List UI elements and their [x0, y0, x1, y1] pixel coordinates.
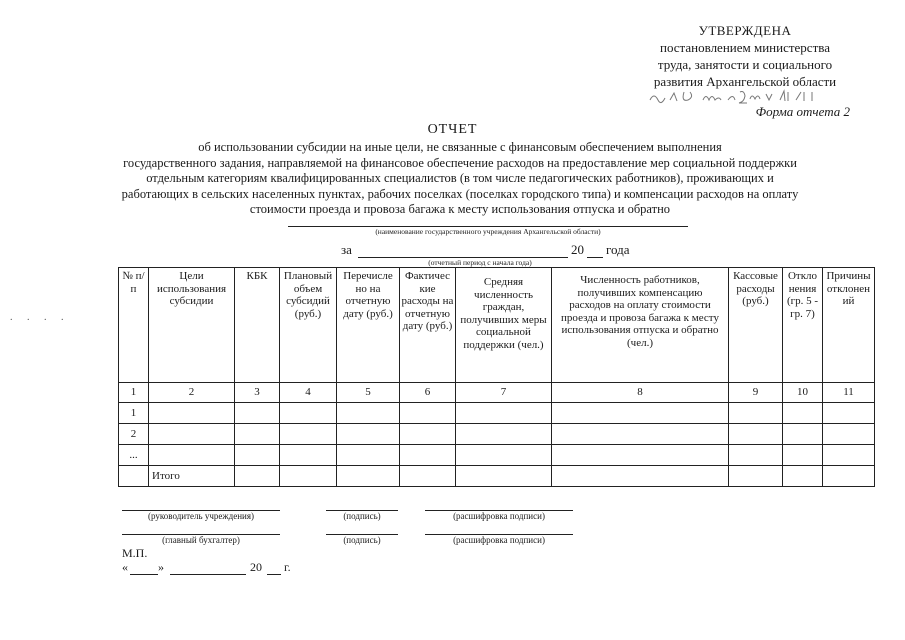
header-cell: Откло нения (гр. 5 - гр. 7)	[783, 268, 823, 383]
decoding-caption: (расшифровка подписи)	[453, 511, 545, 521]
column-number: 2	[149, 383, 235, 403]
table-cell[interactable]	[235, 445, 280, 466]
approval-block	[600, 22, 890, 90]
header-cell: Причины отклонен ий	[823, 268, 875, 383]
table-cell[interactable]	[729, 403, 783, 424]
decoding-caption-2: (расшифровка подписи)	[453, 535, 545, 545]
table-cell[interactable]	[552, 466, 729, 487]
table-cell[interactable]	[337, 403, 400, 424]
table-cell[interactable]	[456, 466, 552, 487]
description-line: государственного задания, направляемой на финансовое обеспечение расходов на предоставление мер социальной поддержки	[123, 155, 797, 170]
header-cell: КБК	[235, 268, 280, 383]
date-close-quote: »	[158, 560, 164, 574]
table-cell[interactable]	[783, 424, 823, 445]
table-cell[interactable]	[823, 424, 875, 445]
table-cell[interactable]	[280, 466, 337, 487]
table-row	[119, 424, 875, 445]
table-cell[interactable]	[456, 445, 552, 466]
column-number: 8	[552, 383, 729, 403]
table-cell[interactable]	[823, 403, 875, 424]
table-header-row	[119, 268, 875, 383]
description-line: об использовании субсидии на иные цели, не связанные с финансовым обеспечением выполнения	[198, 140, 722, 154]
period-suffix: года	[606, 242, 630, 257]
total-label[interactable]: Итого	[149, 466, 235, 487]
approval-line-3: развития Архангельской области	[653, 74, 837, 89]
table-cell[interactable]	[400, 424, 456, 445]
column-number: 1	[119, 383, 149, 403]
table-cell[interactable]	[456, 424, 552, 445]
table-cell[interactable]	[149, 445, 235, 466]
table-cell[interactable]	[783, 445, 823, 466]
approval-line-2: труда, занятости и социального	[657, 57, 833, 72]
form-name: Форма отчета 2	[755, 104, 850, 119]
table-cell[interactable]	[235, 424, 280, 445]
table-row	[119, 445, 875, 466]
table-cell[interactable]	[280, 424, 337, 445]
report-description	[120, 140, 800, 218]
signature-caption-2: (подпись)	[343, 535, 381, 545]
approval-title: УТВЕРЖДЕНА	[698, 23, 792, 38]
stamp-label: М.П.	[122, 546, 148, 560]
table-cell[interactable]	[400, 466, 456, 487]
table-cell[interactable]	[400, 445, 456, 466]
institution-caption: (наименование государственного учреждения Архангельской области)	[375, 227, 601, 236]
head-caption: (руководитель учреждения)	[148, 511, 254, 521]
date-year-line	[267, 574, 281, 575]
column-number: 3	[235, 383, 280, 403]
table-cell[interactable]	[235, 466, 280, 487]
header-cell: Цели использования субсидии	[149, 268, 235, 383]
approval-line-1: постановлением министерства	[659, 40, 830, 55]
column-number: 6	[400, 383, 456, 403]
table-cell[interactable]	[456, 403, 552, 424]
header-cell: Фактичес кие расходы на отчетную дату (руб.)	[400, 268, 456, 383]
table-cell[interactable]	[337, 424, 400, 445]
table-cell[interactable]	[280, 445, 337, 466]
table-cell[interactable]	[149, 424, 235, 445]
table-cell[interactable]	[119, 466, 149, 487]
table-row-total	[119, 466, 875, 487]
table-cell[interactable]: ...	[119, 445, 149, 466]
date-year: 20	[250, 560, 262, 574]
table-cell[interactable]	[552, 445, 729, 466]
date-month-line	[170, 574, 246, 575]
table-cell[interactable]	[552, 403, 729, 424]
period-year-line	[587, 257, 603, 258]
report-title: ОТЧЕТ	[427, 122, 478, 137]
description-line: стоимости проезда и провоза багажа к месту использования отпуска и обратно	[249, 202, 671, 216]
table-cell[interactable]: 2	[119, 424, 149, 445]
table-cell[interactable]	[337, 466, 400, 487]
table-cell[interactable]	[729, 445, 783, 466]
table-row	[119, 403, 875, 424]
table-cell[interactable]	[729, 424, 783, 445]
column-number: 7	[456, 383, 552, 403]
column-number: 10	[783, 383, 823, 403]
table-cell[interactable]	[149, 403, 235, 424]
table-cell[interactable]: 1	[119, 403, 149, 424]
header-cell: № п/п	[119, 268, 149, 383]
table-cell[interactable]	[823, 445, 875, 466]
table-cell[interactable]	[729, 466, 783, 487]
description-line: отдельным категориям квалифицированных специалистов (в том числе педагогических работников), проживающих и	[146, 171, 774, 185]
period-caption: (отчетный период с начала года)	[428, 258, 532, 267]
column-number: 11	[823, 383, 875, 403]
table-cell[interactable]	[400, 403, 456, 424]
column-number: 5	[337, 383, 400, 403]
date-day-line	[130, 574, 158, 575]
header-cell: Кассовые расходы (руб.)	[729, 268, 783, 383]
header-cell: Численность работников, получивших компенсацию расходов на оплату стоимости проезда и провоза багажа к месту использования отпуска и обратно (чел.)	[552, 268, 729, 383]
accountant-caption: (главный бухгалтер)	[162, 535, 240, 545]
table-cell[interactable]	[280, 403, 337, 424]
table-cell[interactable]	[235, 403, 280, 424]
report-table	[118, 267, 875, 487]
column-number: 9	[729, 383, 783, 403]
table-cell[interactable]	[783, 466, 823, 487]
period-year: 20	[571, 242, 584, 257]
column-number-row	[119, 383, 875, 403]
header-cell: Перечисле но на отчетную дату (руб.)	[337, 268, 400, 383]
table-cell[interactable]	[337, 445, 400, 466]
table-cell[interactable]	[823, 466, 875, 487]
description-line: работающих в сельских населенных пунктах, рабочих поселках (поселках городского типа) и компенсации расходов на оплату	[121, 186, 799, 201]
header-cell: Плановый объем субсидий (руб.)	[280, 268, 337, 383]
header-cell: Средняя численность граждан, получивших меры социальной поддержки (чел.)	[456, 268, 552, 383]
period-prefix: за	[341, 242, 352, 257]
date-suffix: г.	[284, 560, 291, 574]
scan-artifact-dots: . . . .	[10, 312, 70, 323]
date-open-quote: «	[122, 560, 128, 574]
signature-caption: (подпись)	[343, 511, 381, 521]
table-cell[interactable]	[783, 403, 823, 424]
column-number: 4	[280, 383, 337, 403]
table-cell[interactable]	[552, 424, 729, 445]
